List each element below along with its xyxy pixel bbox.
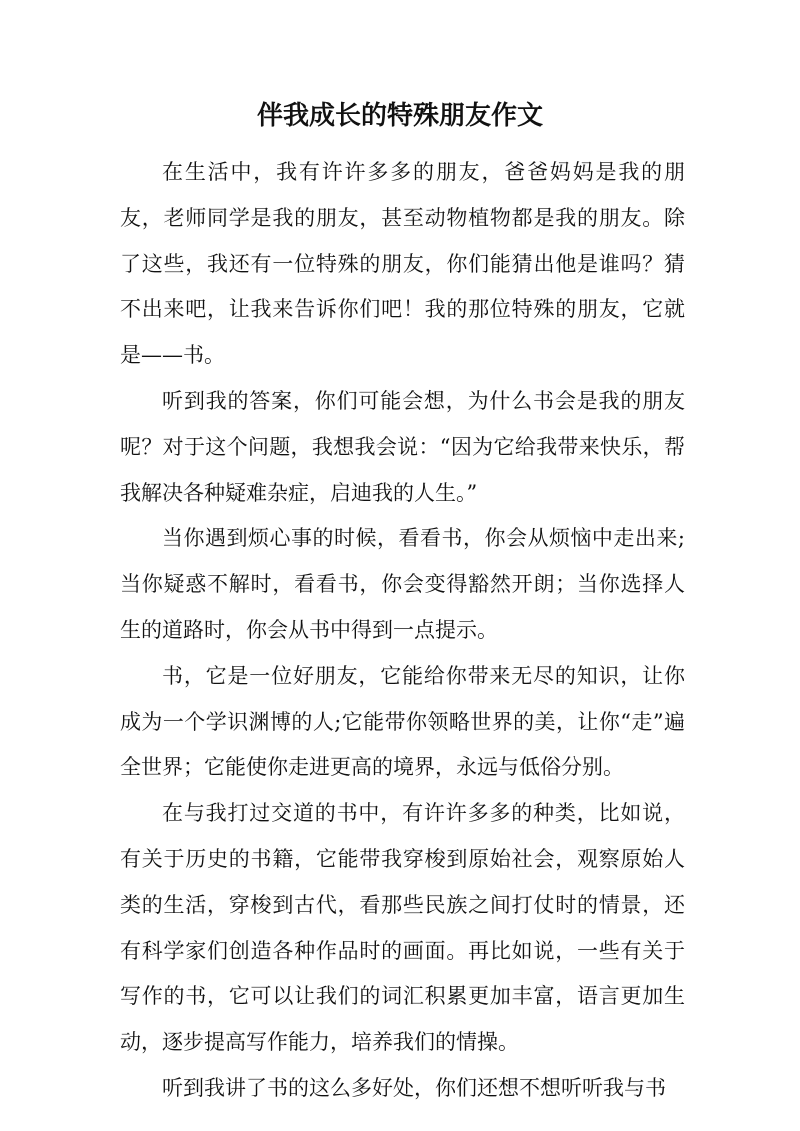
paragraph-4: 书，它是一位好朋友，它能给你带来无尽的知识，让你成为一个学识渊博的人;它能带你领略世界的美，让你“走”遍全世界；它能使你走进更高的境界，永远与低俗分别。 <box>120 663 685 780</box>
paragraph-6: 听到我讲了书的这么多好处，你们还想不想听听我与书 <box>162 1075 666 1100</box>
document-title: 伴我成长的特殊朋友作文 <box>256 101 543 131</box>
document-body <box>120 150 685 1112</box>
paragraph-3: 当你遇到烦心事的时候，看看书，你会从烦恼中走出来;当你疑惑不解时，看看书，你会变得豁然开朗；当你选择人生的道路时，你会从书中得到一点提示。 <box>120 526 685 642</box>
paragraph-5: 在与我打过交道的书中，有许许多多的种类，比如说，有关于历史的书籍，它能带我穿梭到原始社会，观察原始人类的生活，穿梭到古代，看那些民族之间打仗时的情景，还有科学家们创造各种作品时的画面。再比如说，一些有关于写作的书，它可以让我们的词汇积累更加丰富，语言更加生动，逐步提高写作能力，培养我们的情操。 <box>120 801 685 1055</box>
paragraph-1: 在生活中，我有许许多多的朋友，爸爸妈妈是我的朋友，老师同学是我的朋友，甚至动物植物都是我的朋友。除了这些，我还有一位特殊的朋友，你们能猜出他是谁吗？猜不出来吧，让我来告诉你们吧！我的那位特殊的朋友，它就是——书。 <box>120 160 685 368</box>
paragraph-2: 听到我的答案，你们可能会想，为什么书会是我的朋友呢？对于这个问题，我想我会说：“因为它给我带来快乐，帮我解决各种疑难杂症，启迪我的人生。” <box>120 388 685 505</box>
